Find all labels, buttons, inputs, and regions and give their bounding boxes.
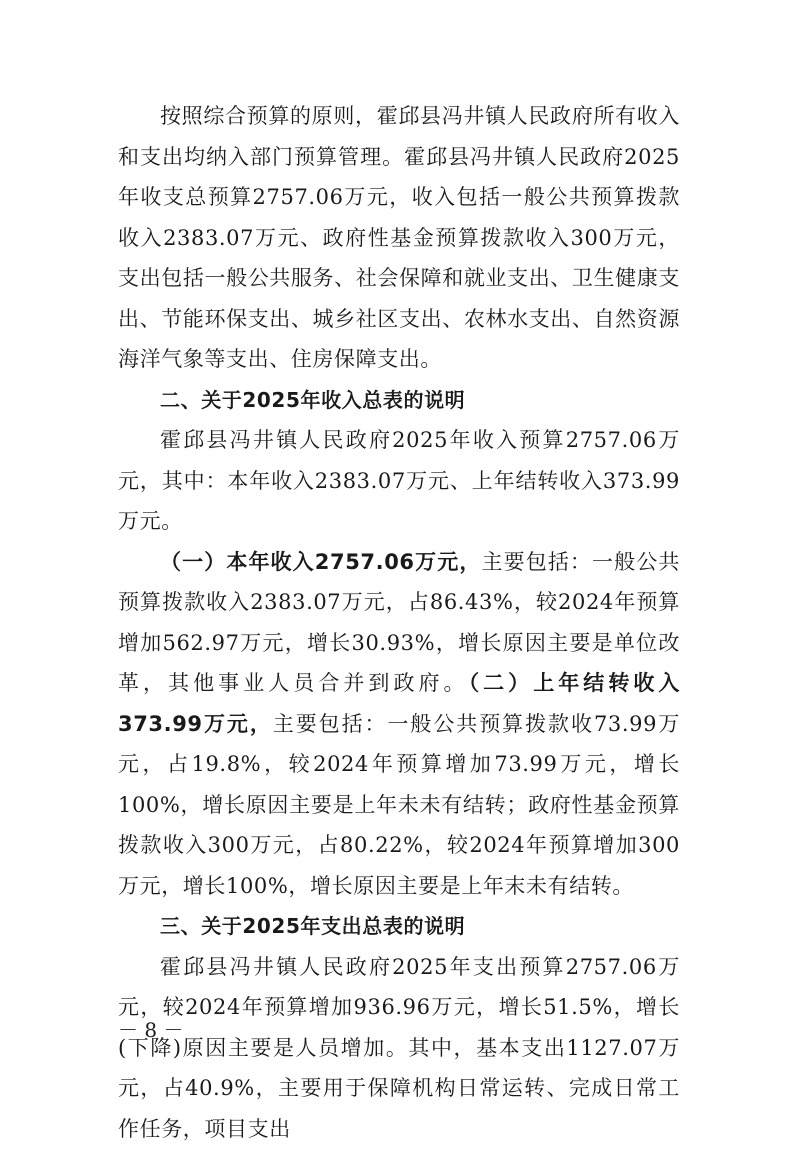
bold-carryover-income: （二）上年结转收入373.99万元， <box>118 671 680 736</box>
carryover-income-text: 主要包括：一般公共预算拨款收73.99万元，占19.8%，较2024年预算增加73.99万元，增长100%，增长原因主要是上年未未有结转；政府性基金预算拨款收入300万元，占80.22%，较2024年预算增加300万元，增长100%，增长原因主要是上年末未有结转。 <box>118 712 680 898</box>
paragraph-income-detail <box>118 542 680 907</box>
bold-current-year-income: （一）本年收入2757.06万元， <box>160 550 481 574</box>
paragraph-budget-principle: 按照综合预算的原则，霍邱县冯井镇人民政府所有收入和支出均纳入部门预算管理。霍邱县冯井镇人民政府2025年收支总预算2757.06万元，收入包括一般公共预算拨款收入2383.07万元、政府性基金预算拨款收入300万元，支出包括一般公共服务、社会保障和就业支出、卫生健康支出、节能环保支出、城乡社区支出、农林水支出、自然资源海洋气象等支出、住房保障支出。 <box>118 96 680 380</box>
heading-expenditure-table: 三、关于2025年支出总表的说明 <box>118 906 680 947</box>
page-number: － 8 － <box>118 1014 183 1043</box>
paragraph-income-summary: 霍邱县冯井镇人民政府2025年收入预算2757.06万元，其中：本年收入2383.07万元、上年结转收入373.99万元。 <box>118 420 680 542</box>
document-body <box>118 96 680 1149</box>
paragraph-expenditure-summary: 霍邱县冯井镇人民政府2025年支出预算2757.06万元，较2024年预算增加936.96万元，增长51.5%，增长(下降)原因主要是人员增加。其中，基本支出1127.07万元，占40.9%，主要用于保障机构日常运转、完成日常工作任务，项目支出 <box>118 947 680 1149</box>
heading-income-table: 二、关于2025年收入总表的说明 <box>118 380 680 421</box>
current-year-income-text: 主要包括：一般公共预算拨款收入2383.07万元，占86.43%，较2024年预算增加562.97万元，增长30.93%，增长原因主要是单位改革，其他事业人员合并到政府。 <box>118 550 680 696</box>
